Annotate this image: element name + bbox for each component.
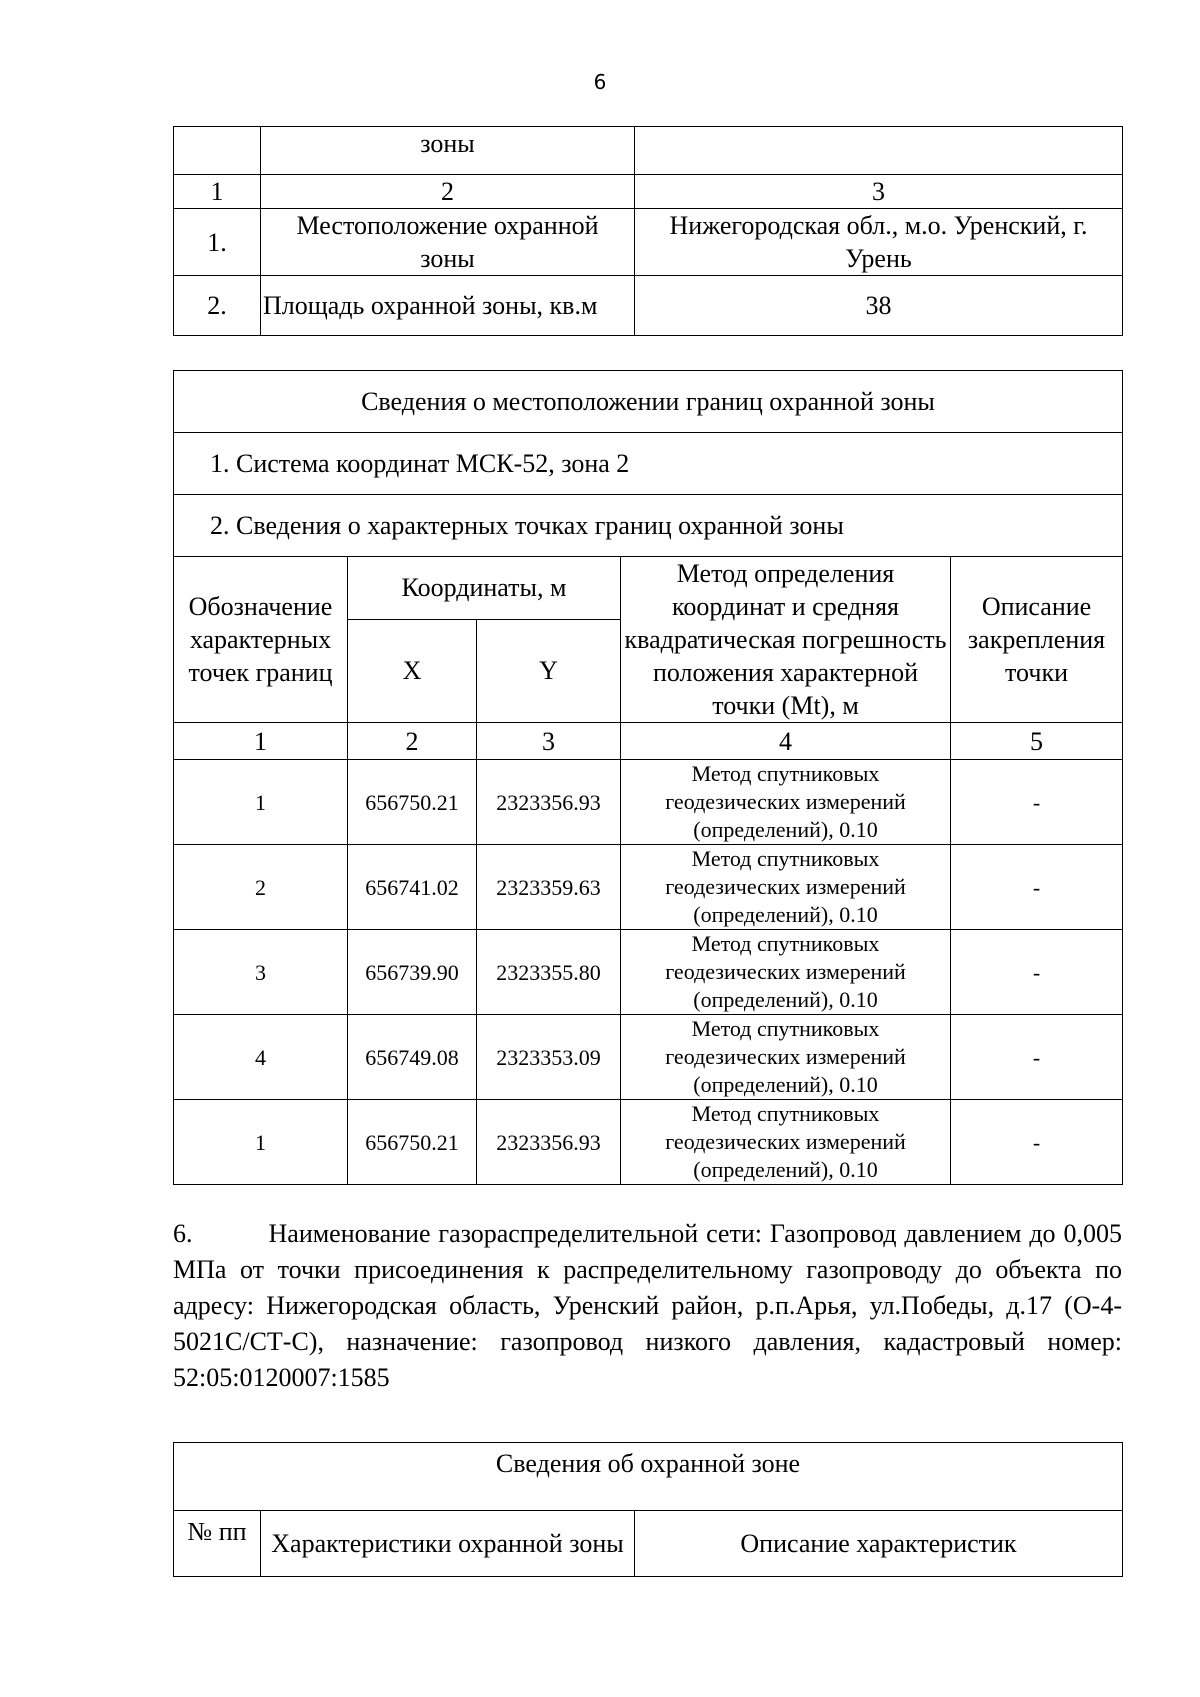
- x-coordinate: 656750.21: [348, 1100, 477, 1185]
- paragraph-number: 6.: [173, 1219, 193, 1248]
- characteristic-value: 38: [635, 276, 1123, 336]
- y-coordinate: 2323356.93: [477, 1100, 621, 1185]
- column-number: 2: [348, 723, 477, 760]
- column-number: 2: [261, 175, 635, 209]
- table-row: [174, 276, 1123, 336]
- x-coordinate: 656749.08: [348, 1015, 477, 1100]
- column-number: 3: [477, 723, 621, 760]
- row-number: 2.: [174, 276, 261, 336]
- point-id: 1: [174, 760, 348, 845]
- table-row: [174, 371, 1123, 433]
- characteristic-header: Характеристики охранной зоны: [261, 1511, 635, 1577]
- boundary-points-table: [173, 370, 1123, 1185]
- method-description: Метод спутниковых геодезических измерений (определений), 0.10: [621, 1100, 951, 1185]
- x-coordinate: 656741.02: [348, 845, 477, 930]
- row-number: 1.: [174, 209, 261, 276]
- y-header: Y: [477, 619, 621, 722]
- table-row: [174, 495, 1123, 557]
- description-header: Описание закрепления точки: [951, 557, 1123, 723]
- fixing-description: -: [951, 1100, 1123, 1185]
- table-row: [174, 1443, 1123, 1511]
- fixing-description: -: [951, 845, 1123, 930]
- coordinates-header: Координаты, м: [348, 557, 621, 620]
- method-description: Метод спутниковых геодезических измерений (определений), 0.10: [621, 930, 951, 1015]
- characteristic-name: Площадь охранной зоны, кв.м: [261, 276, 635, 336]
- section-title: Сведения об охранной зоне: [174, 1443, 1123, 1511]
- characteristic-value: Нижегородская обл., м.о. Уренский, г. Урень: [635, 209, 1123, 276]
- points-section-title: 2. Сведения о характерных точках границ охранной зоны: [174, 495, 1123, 557]
- column-number: 1: [174, 175, 261, 209]
- table-cell: [635, 127, 1123, 175]
- coordinate-system: 1. Система координат МСК-52, зона 2: [174, 433, 1123, 495]
- fixing-description: -: [951, 760, 1123, 845]
- point-id: 4: [174, 1015, 348, 1100]
- table-row: [174, 1100, 1123, 1185]
- table-header-row: [174, 557, 1123, 620]
- y-coordinate: 2323359.63: [477, 845, 621, 930]
- column-number: 4: [621, 723, 951, 760]
- zone-info-table: [173, 126, 1123, 336]
- x-header: X: [348, 619, 477, 722]
- column-number: 1: [174, 723, 348, 760]
- point-id: 1: [174, 1100, 348, 1185]
- method-description: Метод спутниковых геодезических измерений (определений), 0.10: [621, 1015, 951, 1100]
- x-coordinate: 656750.21: [348, 760, 477, 845]
- y-coordinate: 2323353.09: [477, 1015, 621, 1100]
- table-row: [174, 433, 1123, 495]
- table-row: [174, 127, 1123, 175]
- page-number: 6: [593, 70, 607, 94]
- table-row: [174, 845, 1123, 930]
- table-cell: [174, 127, 261, 175]
- fixing-description: -: [951, 930, 1123, 1015]
- column-number: 3: [635, 175, 1123, 209]
- method-description: Метод спутниковых геодезических измерений (определений), 0.10: [621, 760, 951, 845]
- gas-network-paragraph: [173, 1216, 1122, 1396]
- table-header-row: [174, 175, 1123, 209]
- paragraph-text: Наименование газораспределительной сети: Газопровод давлением до 0,005 МПа от точки присоединения к распределительному газопроводу до объекта по адресу: Нижегородская область, Уренский район, р.п.Арья, ул.Победы, д.17 (О-4-5021С/СТ-С), назначение: газопровод низкого давления, кадастровый номер: 52:05:0120007:1585: [173, 1219, 1122, 1392]
- characteristic-name: Местоположение охранной зоны: [261, 209, 635, 276]
- protection-zone-table: [173, 1442, 1123, 1577]
- y-coordinate: 2323356.93: [477, 760, 621, 845]
- point-id: 2: [174, 845, 348, 930]
- description-header: Описание характеристик: [635, 1511, 1123, 1577]
- table-row: [174, 930, 1123, 1015]
- fixing-description: -: [951, 1015, 1123, 1100]
- point-id: 3: [174, 930, 348, 1015]
- section-title: Сведения о местоположении границ охранной зоны: [174, 371, 1123, 433]
- table-cell: зоны: [261, 127, 635, 175]
- method-header: Метод определения координат и средняя квадратическая погрешность положения характерной точки (Mt), м: [621, 557, 951, 723]
- row-number-header: № пп: [174, 1511, 261, 1577]
- table-row: [174, 1015, 1123, 1100]
- table-row: [174, 209, 1123, 276]
- column-number: 5: [951, 723, 1123, 760]
- table-header-row: [174, 1511, 1123, 1577]
- point-designation-header: Обозначение характерных точек границ: [174, 557, 348, 723]
- x-coordinate: 656739.90: [348, 930, 477, 1015]
- column-numbers-row: [174, 723, 1123, 760]
- method-description: Метод спутниковых геодезических измерений (определений), 0.10: [621, 845, 951, 930]
- y-coordinate: 2323355.80: [477, 930, 621, 1015]
- table-row: [174, 760, 1123, 845]
